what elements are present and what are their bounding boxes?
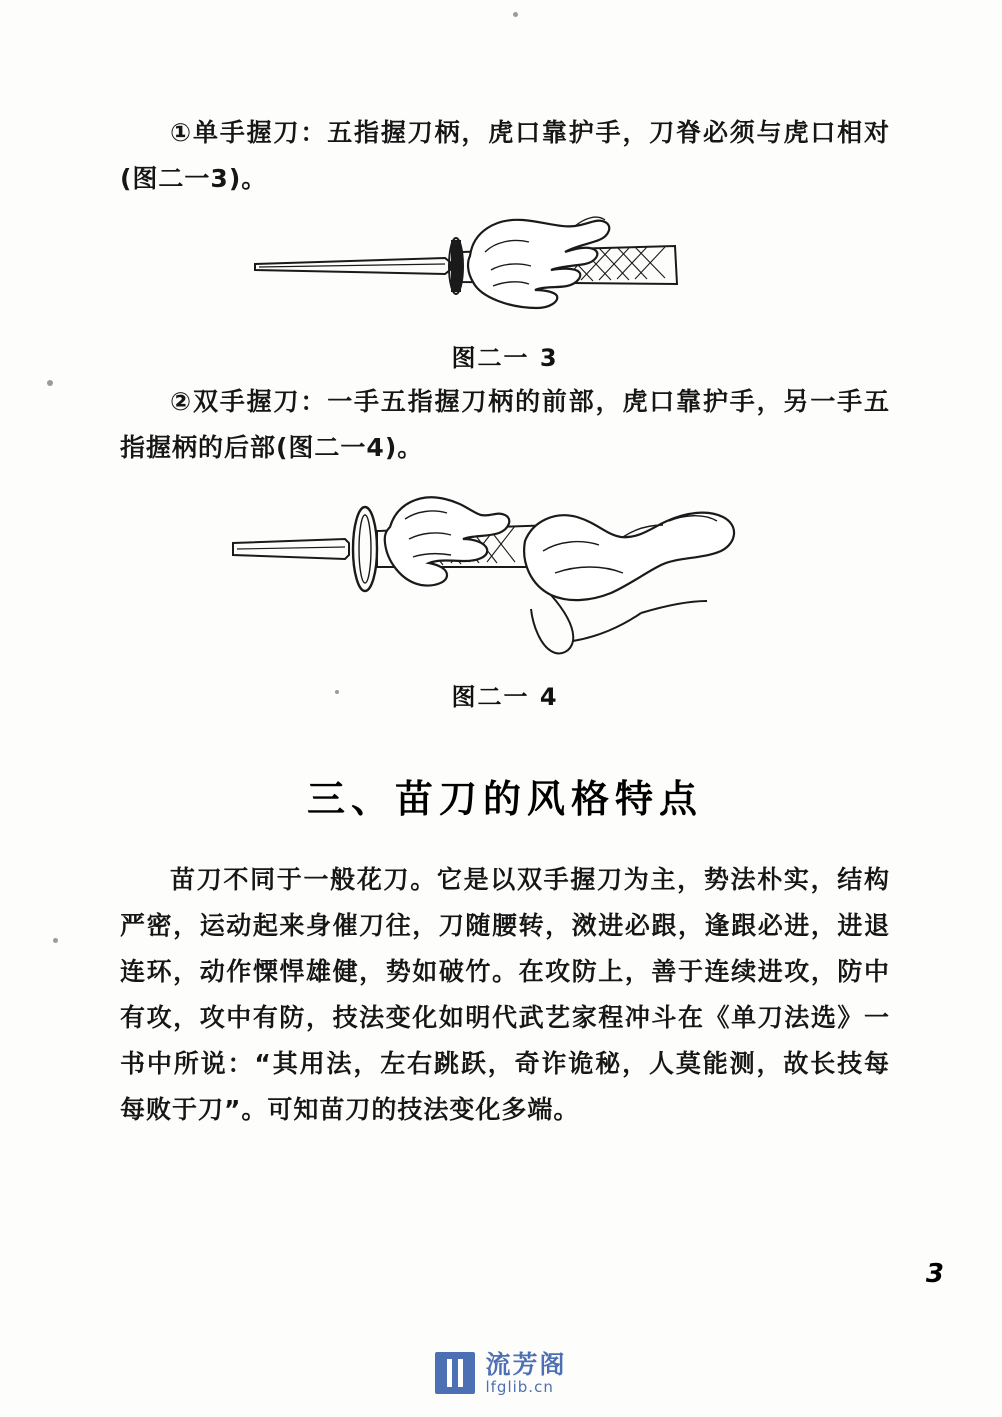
- scan-speck: [53, 938, 58, 943]
- scan-speck: [47, 380, 53, 386]
- figure-caption: 图二一 4: [451, 683, 559, 711]
- watermark-text: [485, 1351, 566, 1395]
- figure-caption: 图二一 3: [451, 344, 559, 372]
- paragraph-single-hand-grip: ①单手握刀：五指握刀柄，虎口靠护手，刀脊必须与虎口相对(图二一3)。: [120, 118, 890, 193]
- paragraph-double-hand-grip: ②双手握刀：一手五指握刀柄的前部，虎口靠护手，另一手五指握柄的后部(图二一4)。: [120, 387, 890, 462]
- figure-single-hand-grip: [120, 212, 890, 373]
- scan-speck: [513, 12, 518, 17]
- watermark: [0, 1351, 1002, 1395]
- page-content: [120, 110, 890, 1137]
- single-hand-grip-illustration: [245, 212, 765, 332]
- figure-double-hand-grip: [120, 481, 890, 712]
- section-body-text: 苗刀不同于一般花刀。它是以双手握刀为主，势法朴实，结构严密，运动起来身催刀往，刀随腰转，滧进必跟，逢跟必进，进退连环，动作慄悍雄健，势如破竹。在攻防上，善于连续进攻，防中有攻，攻中有防，技法变化如明代武艺家程冲斗在《单刀法选》一书中所说：“其用法，左右跳跃，奇诈诡秘，人莫能测，故长技每每败于刀”。可知苗刀的技法变化多端。: [120, 865, 890, 1124]
- watermark-url: lfglib.cn: [485, 1377, 554, 1396]
- double-hand-grip-illustration: [225, 481, 785, 671]
- section-heading: 三、苗刀的风格特点: [306, 777, 703, 821]
- book-logo-icon: [435, 1352, 475, 1394]
- page-number: 3: [925, 1259, 944, 1289]
- watermark-title: 流芳阁: [485, 1350, 567, 1379]
